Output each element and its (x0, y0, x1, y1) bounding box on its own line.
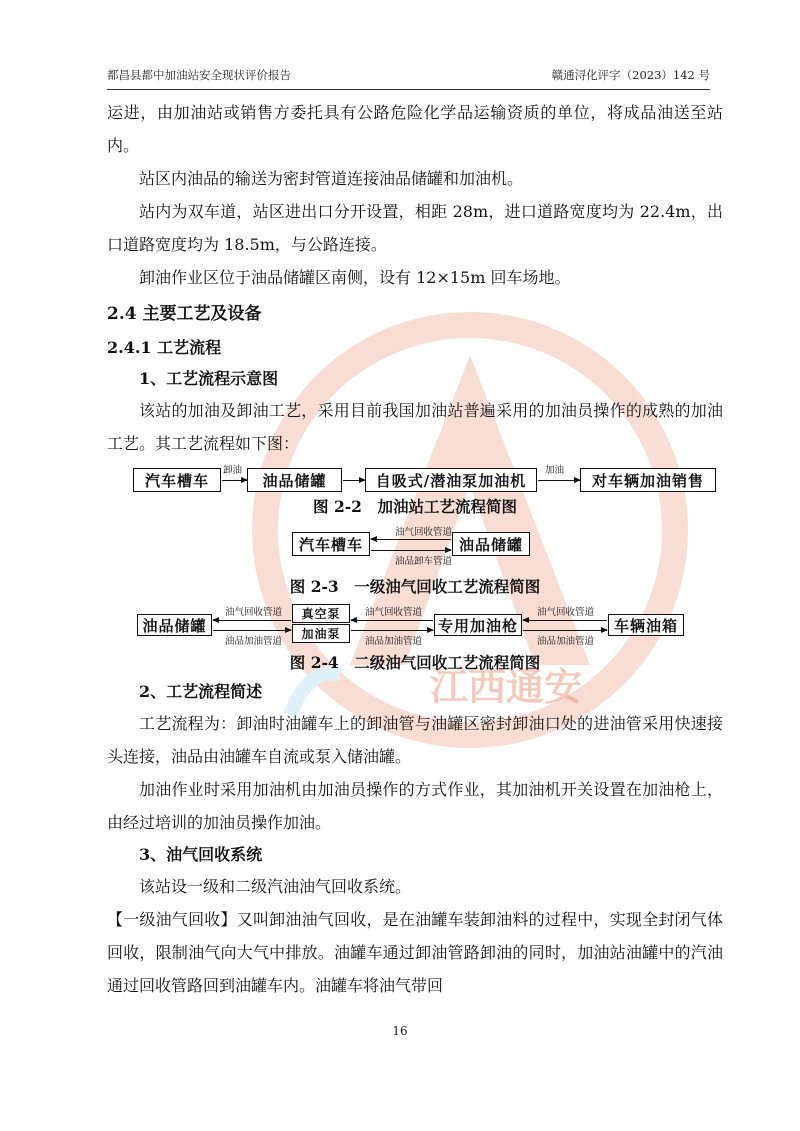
page-number: 16 (392, 1024, 408, 1038)
flow-arrow-vapor (371, 539, 451, 540)
item-heading-3: 3、油气回收系统 (139, 845, 263, 864)
header-report-title: 都昌县都中加油站安全现状评价报告 (107, 68, 291, 82)
flow-box-vehicle-tank: 车辆油箱 (608, 614, 684, 636)
flow-label-vapor-return: 油气回收管道 (395, 527, 453, 538)
flow-arrow (523, 630, 607, 631)
figure-2-4-flowchart (107, 602, 723, 648)
flow-label-vapor-3: 油气回收管道 (537, 607, 595, 618)
header-report-number: 赣通浔化评字（2023）142 号 (551, 68, 710, 82)
flow-arrow (343, 480, 365, 481)
figure-2-2-caption: 图 2-2 加油站工艺流程简图 (313, 497, 517, 516)
paragraph-process-desc-2: 加油作业时采用加油机由加油员操作的方式作业，其加油机开关设置在加油枪上，由经过培训的加油员操作加油。 (107, 780, 723, 832)
flow-box-vacuum-pump: 真空泵 (292, 604, 350, 623)
flow-label-unload-pipe: 油品卸车管道 (395, 556, 453, 567)
flow-box-dispenser: 自吸式/潜油泵加油机 (365, 468, 537, 492)
flow-arrow (351, 620, 433, 621)
paragraph-unloading-area: 卸油作业区位于油品储罐区南侧，设有 12×15m 回车场地。 (139, 268, 571, 287)
paragraph-process-desc-1: 工艺流程为：卸油时油罐车上的卸油管与油罐区密封卸油口处的进油管采用快速接头连接，油品由油罐车自流或泵入储油罐。 (107, 714, 723, 766)
figure-2-2-flowchart (107, 464, 723, 494)
figure-2-4-caption: 图 2-4 二级油气回收工艺流程简图 (289, 653, 541, 672)
figure-2-3-flowchart (107, 524, 723, 566)
flow-box-fuel-pump: 加油泵 (292, 624, 350, 643)
flow-arrow (351, 630, 433, 631)
subsection-heading: 2.4.1 工艺流程 (107, 338, 222, 357)
page-content (107, 96, 723, 1002)
flow-box-tank: 油品储罐 (452, 532, 530, 556)
paragraph-transport: 运进，由加油站或销售方委托具有公路危险化学品运输资质的单位，将成品油送至站内。 (107, 103, 723, 155)
flow-box-tank: 油品储罐 (137, 614, 212, 636)
flow-label-vapor-2: 油气回收管道 (365, 607, 423, 618)
flow-box-nozzle: 专用加油枪 (434, 614, 522, 636)
flow-box-tanker: 汽车槽车 (133, 468, 221, 492)
item-heading-1: 1、工艺流程示意图 (139, 369, 279, 388)
flow-arrow (222, 480, 247, 481)
flow-label-vapor-1: 油气回收管道 (225, 607, 283, 618)
section-heading: 2.4 主要工艺及设备 (107, 304, 262, 324)
flow-arrow (213, 630, 291, 631)
flow-label-fuel-2: 油品加油管道 (365, 636, 423, 647)
paragraph-process-intro: 该站的加油及卸油工艺，采用目前我国加油站普遍采用的加油员操作的成熟的加油工艺。其工艺流程如下图： (107, 401, 723, 453)
paragraph-roads: 站内为双车道，站区进出口分开设置，相距 28m，进口道路宽度均为 22.4m，出口道路宽度均为 18.5m，与公路连接。 (107, 202, 723, 254)
item-heading-2: 2、工艺流程简述 (139, 682, 263, 701)
paragraph-pipeline: 站区内油品的输送为密封管道连接油品储罐和加油机。 (139, 169, 524, 188)
flow-arrow (213, 620, 291, 621)
paragraph-vapor-stage1: 【一级油气回收】又叫卸油油气回收，是在油罐车装卸油料的过程中，实现全封闭气体回收，限制油气向大气中排放。油罐车通过卸油管路卸油的同时，加油站油罐中的汽油通过回收管路回到油罐车内。油罐车将油气带回 (107, 910, 723, 995)
flow-arrow-unload (371, 550, 451, 551)
stamp-text: 江西通安 (430, 665, 583, 709)
flow-arrow (523, 620, 607, 621)
page-header (107, 67, 710, 90)
flow-label-fuel-3: 油品加油管道 (537, 636, 595, 647)
flow-box-tanker: 汽车槽车 (292, 532, 370, 556)
flow-box-sales: 对车辆加油销售 (580, 468, 716, 492)
paragraph-vapor-system: 该站设一级和二级汽油油气回收系统。 (139, 877, 412, 896)
flow-arrow (538, 480, 580, 481)
flow-label-refuel: 加油 (545, 465, 565, 476)
flow-label-fuel-1: 油品加油管道 (225, 636, 283, 647)
figure-2-3-caption: 图 2-3 一级油气回收工艺流程简图 (289, 577, 541, 596)
flow-label-unload: 卸油 (223, 465, 243, 476)
flow-box-tank: 油品储罐 (247, 468, 342, 492)
